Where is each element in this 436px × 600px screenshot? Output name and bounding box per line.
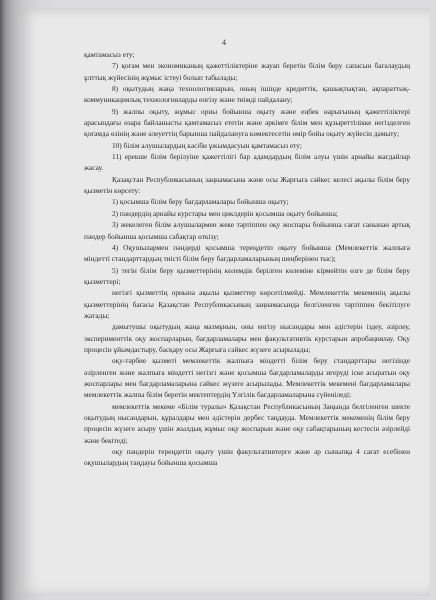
paragraph: 2) пәндердің арнайы курстары мен циклдерін қосымша оқыту бойынша;: [112, 208, 338, 218]
paragraph: оқу пәндерін тереңдетіп оқыту үшін факультативтерге және әр сыныпқа 4 сағат есебінен оқушылардың таңдауы бойынша қосымша: [84, 447, 410, 468]
page-number: 4: [222, 38, 226, 47]
paragraph: мемлекеттік мекеме «Білім туралы» Қазақстан Республикасының Заңында белгіленген шекте оқытудың нысандарын, құралдары мен әдістерін дербес таңдауда. Мемлекеттік мекеменің білім беру процесін жүзеге асыру үшін жылдық жұмыс оқу жоспарын және оқу сабақтарының кестесін әзірлейді және бекітеді;: [84, 401, 410, 445]
paragraph: 4) Оқушылармен пәндерді қосымша тереңдетіп оқыту бойынша (Мемлекеттік жалпыға міндетті стандарттардың тиісті білім беру бағдарламаларының шеңберінен тыс);: [84, 242, 410, 264]
paragraph: 7) қоғам мен экономиканың қажеттіліктеріне жауап беретін білім беру сапасын бағалаудың ұлттық жүйесінің жұмыс істеуі болып табылады;: [84, 61, 410, 82]
paragraph: 11) ерекше білім берілуіне қажеттілігі бар адамдардың білім алуы үшін арнайы жағдайлар жасау.: [84, 152, 410, 173]
paragraph: негізгі қызметтің орнына ақылы қызметтер көрсетілмейді. Мемлекеттік мекеменің ақылы қызметтерінің бағасы Қазақстан Республикасының заңнамасында белгіленген тәртіппен бекітілуге жатады;: [84, 288, 410, 320]
paragraph: 10) білім алушылардың кәсіби ұжымдасуын қамтамасыз ету;: [112, 140, 302, 150]
paragraph: 8) оқытудың жаңа технологияларын, оның ішінде кредиттік, қашықтықтан, ақпараттық-коммуникациялық технологияларды енгізу және тиімді пайдалану;: [84, 84, 410, 105]
paragraph: 5) тегін білім беру қызметтерінің көлемдік берілген көлеміне кірмейтін өзге де білім беру қызметтері;: [84, 265, 410, 286]
paragraph: 3) жекелеген білім алушылармен жеке тәртіппен оқу жоспары бойынша сағат санынан артық пәндер бойынша қосымша сабақтар өткізу;: [84, 220, 410, 241]
document-body: [84, 49, 410, 469]
paragraph: қамтамасыз ету;: [84, 50, 135, 59]
paragraph: 1) қосымша білім беру бағдарламалары бойынша оқыту;: [112, 197, 289, 207]
paragraph: Қазақстан Республикасының заңнамасына және осы Жарғыға сәйкес келесі ақылы білім беру қызметін көрсету:: [84, 174, 410, 196]
paragraph: дамытушы оқытудың жаңа мазмұнын, оны енгізу нысандары мен әдістерін іздеу, әзірлеу, эксперименттік оқу жоспарларын, бағдарламалары мен факультативтік курстарын апробациялау. Оқу процесін ұйымдастыру, басқару осы Жарғыға сәйкес жүзеге асырылады;: [84, 322, 410, 354]
paragraph: 9) жалпы оқыту, жұмыс орны бойынша оқыту және еңбек нарығының қажеттіліктері арасындағы өзара байланысты қамтамасыз ететін және әркімге білім мен құзыреттілікке негізделген қоғамда өзінің және әлеуеттің барынша пайдалануға көмектесетін өмір бойы оқыту жүйесін дамыту;: [84, 106, 410, 139]
paragraph: оқу-тәрбие қызметі мемлекеттік жалпыға міндетті білім беру стандарттары негізінде әзірленген және жалпыға міндетті негізгі және қосымша бағдарламаларды игеруді іске асыратын оқу жоспарлары мен бағдарламаларына сәйкес жүзеге асырылады. Мемлекеттік мекемені бағдарламалары мемлекеттік жалпы білім беретін мектептердің Үлгілік бағдарламаларына сүйеніледі;: [84, 356, 410, 400]
document-page: [18, 8, 430, 596]
